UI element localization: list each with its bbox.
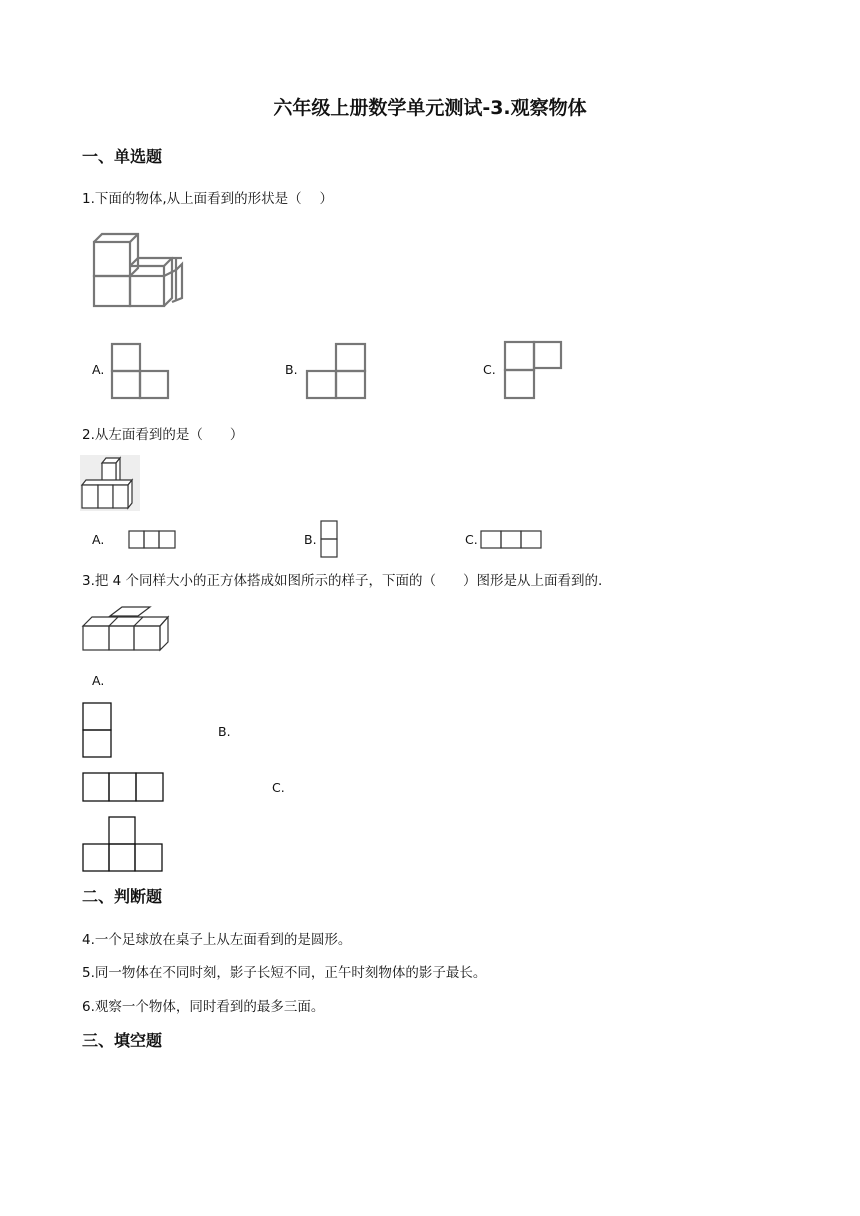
question-2-text: 2.从左面看到的是（ ） (82, 427, 244, 443)
page-title: 六年级上册数学单元测试-3.观察物体 (273, 97, 587, 119)
question-3-option-b-label: B. (218, 724, 231, 739)
question-6-text: 6.观察一个物体，同时看到的最多三面。 (82, 999, 325, 1015)
question-3-option-b-figure (82, 772, 168, 804)
question-1-text: 1.下面的物体,从上面看到的形状是（ ） (82, 191, 333, 207)
question-3-option-c-label: C. (272, 780, 285, 795)
question-4-text: 4.一个足球放在桌子上从左面看到的是圆形。 (82, 932, 352, 948)
question-3-option-c-figure (82, 816, 166, 874)
question-2-option-a-label: A. (92, 532, 105, 547)
question-2-option-b-label: B. (304, 532, 317, 547)
question-3-option-a-figure (82, 702, 114, 760)
question-5-text: 5.同一物体在不同时刻，影子长短不同，正午时刻物体的影子最长。 (82, 965, 487, 981)
question-3-option-a-label: A. (92, 673, 105, 688)
question-2-option-a-figure (128, 530, 178, 550)
question-2-option-c-figure (480, 530, 544, 550)
question-1-option-b-figure (305, 342, 369, 402)
section-heading-single-choice: 一、单选题 (82, 147, 163, 166)
question-3-text: 3.把 4 个同样大小的正方体搭成如图所示的样子，下面的（ ）图形是从上面看到的. (82, 573, 603, 589)
question-2-option-b-figure (320, 520, 340, 560)
section-heading-fill-in: 三、填空题 (82, 1031, 163, 1050)
question-1-option-a-figure (110, 342, 170, 402)
question-1-figure-cubes (88, 230, 188, 310)
question-1-option-c-figure (503, 340, 565, 402)
question-2-option-c-label: C. (465, 532, 478, 547)
question-2-figure-cubes (80, 455, 140, 511)
question-3-figure-cubes (80, 604, 175, 656)
question-1-option-b-label: B. (285, 362, 298, 377)
section-heading-true-false: 二、判断题 (82, 887, 163, 906)
question-1-option-c-label: C. (483, 362, 496, 377)
question-1-option-a-label: A. (92, 362, 105, 377)
